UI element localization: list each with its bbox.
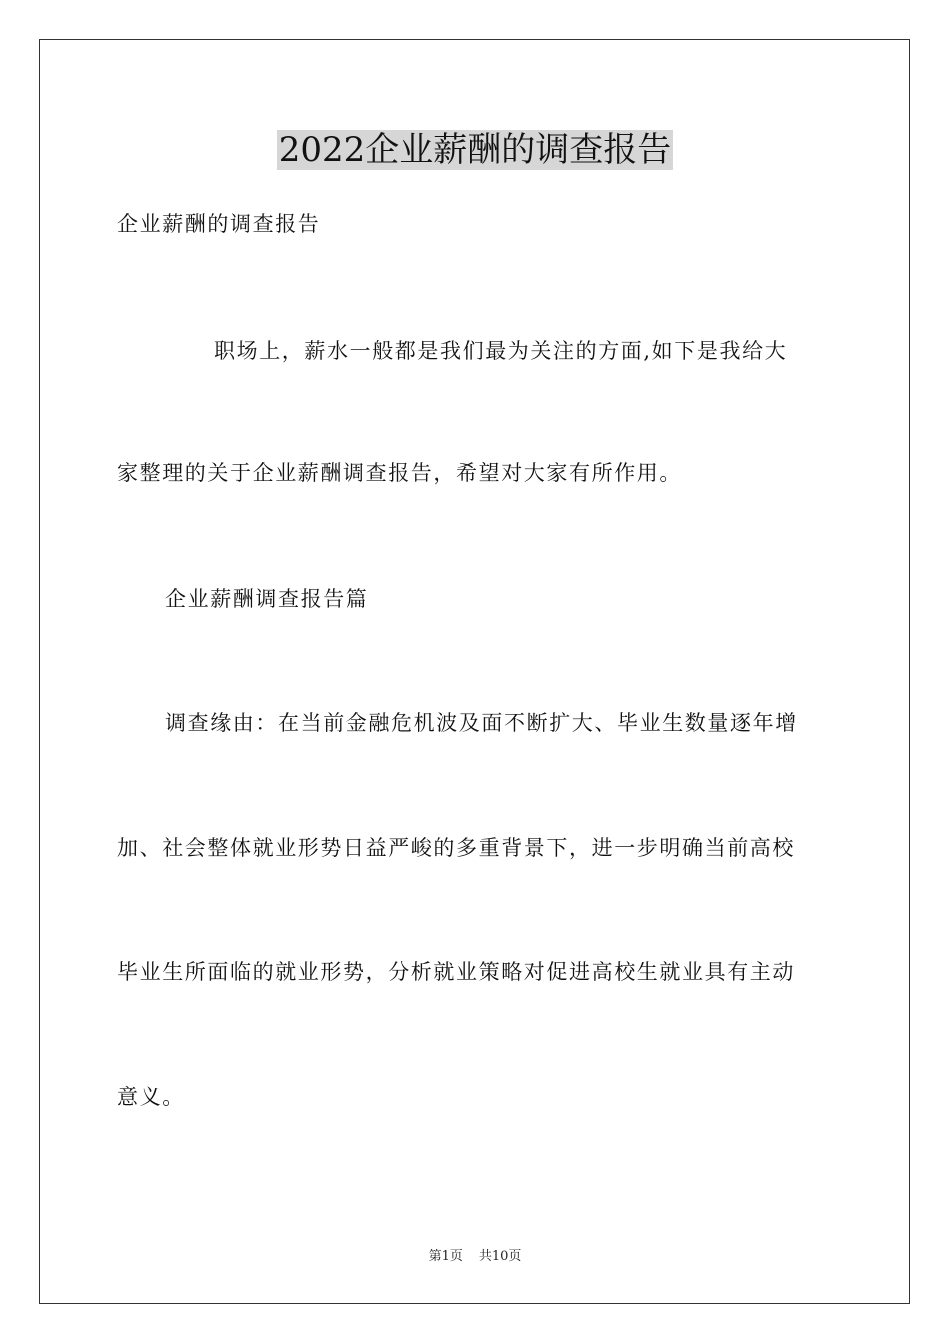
paragraph-2-line-2: 加、社会整体就业形势日益严峻的多重背景下，进一步明确当前高校 [117,836,795,860]
page-number-total: 共10页 [478,1249,522,1264]
paragraph-1-line-1: 职场上，薪水一般都是我们最为关注的方面,如下是我给大 [214,339,788,363]
document-subtitle: 企业薪酬的调查报告 [117,212,321,236]
paragraph-2-line-4: 意义。 [117,1085,185,1109]
page-number-current: 第1页 [428,1249,463,1264]
paragraph-2-line-3: 毕业生所面临的就业形势，分析就业策略对促进高校生就业具有主动 [117,960,795,984]
paragraph-2-line-1: 调查缘由：在当前金融危机波及面不断扩大、毕业生数量逐年增 [165,711,798,735]
paragraph-1-line-2: 家整理的关于企业薪酬调查报告，希望对大家有所作用。 [117,461,682,485]
document-title [0,126,950,174]
document-title-text: 2022企业薪酬的调查报告 [278,130,672,170]
page-footer [0,1247,950,1267]
section-heading: 企业薪酬调查报告篇 [165,587,369,611]
